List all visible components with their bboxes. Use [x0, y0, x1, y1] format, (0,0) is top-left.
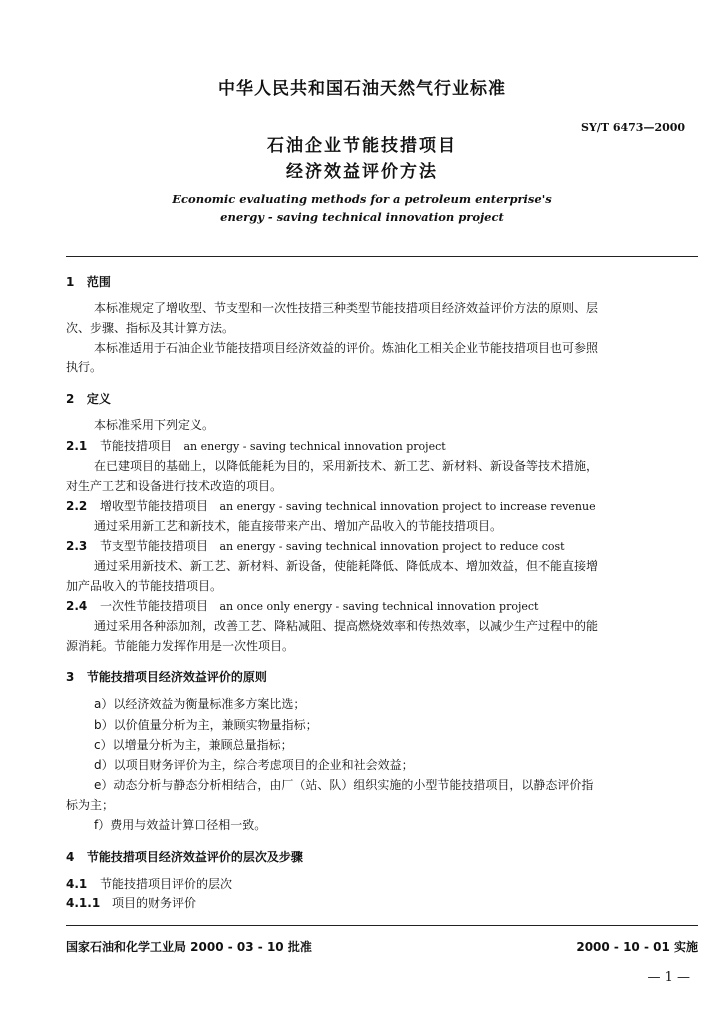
page-number: — 1 —: [647, 970, 690, 985]
section-title: 范围: [86, 275, 111, 289]
definition-2-3-heading: [66, 537, 565, 556]
document-title-en-line2: energy - saving technical innovation project: [220, 210, 504, 224]
paragraph-line: 本标准规定了增收型、节支型和一次性技措三种类型节能技措项目经济效益评价方法的原则、层: [94, 301, 599, 315]
section-4-heading: [66, 848, 303, 865]
standard-body-title: 中华人民共和国石油天然气行业标准: [218, 79, 506, 99]
list-item-continuation: 标为主；: [66, 798, 115, 812]
effective-date: 2000 - 10 - 01 实施: [576, 940, 698, 954]
list-item: d）以项目财务评价为主，综合考虑项目的企业和社会效益；: [94, 758, 414, 772]
section-2-heading: [66, 390, 111, 407]
paragraph-line: 本标准适用于石油企业节能技措项目经济效益的评价。炼油化工相关企业节能技措项目也可参照: [94, 341, 599, 355]
paragraph-line: 在已建项目的基础上，以降低能耗为目的，采用新技术、新工艺、新材料、新设备等技术措施，: [94, 459, 599, 473]
paragraph-line: 执行。: [66, 360, 103, 374]
approval-date: 国家石油和化学工业局 2000 - 03 - 10 批准: [66, 940, 312, 954]
list-item: c）以增量分析为主，兼顾总量指标；: [94, 738, 293, 752]
standard-code: SY/T 6473—2000: [581, 121, 686, 134]
subsection-4-1-heading: [66, 875, 232, 894]
header-divider: [66, 256, 698, 257]
paragraph-line: 通过采用各种添加剂，改善工艺、降粘减阻、提高燃烧效率和传热效率，以减少生产过程中的能: [94, 619, 599, 633]
section-number: 2: [66, 392, 75, 406]
clause-number: 4.1: [66, 877, 88, 891]
definition-2-1-heading: [66, 437, 446, 456]
list-item: e）动态分析与静态分析相结合，由厂（站、队）组织实施的小型节能技措项目，以静态评价指: [94, 778, 594, 792]
footer-divider: [66, 925, 698, 926]
term-en: an once only energy - saving technical innovation project: [219, 600, 539, 613]
definition-2-2-heading: [66, 497, 596, 516]
paragraph-line: 通过采用新技术、新工艺、新材料、新设备，使能耗降低、降低成本、增加效益，但不能直接增: [94, 559, 599, 573]
term-cn: 增收型节能技措项目: [100, 499, 209, 513]
section-number: 3: [66, 670, 75, 684]
subsection-title: 节能技措项目评价的层次: [100, 877, 233, 891]
section-3-heading: [66, 668, 267, 685]
clause-number: 2.4: [66, 599, 88, 613]
paragraph-line: 加产品收入的节能技措项目。: [66, 579, 223, 593]
term-en: an energy - saving technical innovation project to increase revenue: [219, 500, 596, 513]
subsection-title: 项目的财务评价: [112, 896, 197, 910]
section-number: 1: [66, 275, 75, 289]
section-number: 4: [66, 850, 75, 864]
term-en: an energy - saving technical innovation project: [183, 440, 446, 453]
document-title-en-line1: Economic evaluating methods for a petroleum enterprise's: [172, 192, 552, 206]
section-title: 节能技措项目经济效益评价的层次及步骤: [86, 850, 303, 864]
term-cn: 节能技措项目: [100, 439, 173, 453]
section-title: 节能技措项目经济效益评价的原则: [86, 670, 267, 684]
list-item: b）以价值量分析为主，兼顾实物量指标；: [94, 718, 318, 732]
list-item: f）费用与效益计算口径相一致。: [94, 818, 267, 832]
section-1-heading: [66, 273, 111, 290]
definition-2-4-heading: [66, 597, 538, 616]
paragraph-line: 对生产工艺和设备进行技术改造的项目。: [66, 479, 283, 493]
clause-number: 2.2: [66, 499, 88, 513]
subsection-4-1-1-heading: [66, 894, 196, 913]
paragraph-line: 通过采用新工艺和新技术，能直接带来产出、增加产品收入的节能技措项目。: [94, 519, 503, 533]
document-title-cn-line1: 石油企业节能技措项目: [267, 136, 457, 156]
clause-number: 2.3: [66, 539, 88, 553]
term-en: an energy - saving technical innovation project to reduce cost: [219, 540, 565, 553]
paragraph-line: 本标准采用下列定义。: [94, 418, 215, 432]
list-item: a）以经济效益为衡量标准多方案比选；: [94, 697, 306, 711]
paragraph-line: 源消耗。节能能力发挥作用是一次性项目。: [66, 639, 295, 653]
document-title-cn-line2: 经济效益评价方法: [286, 162, 438, 182]
clause-number: 2.1: [66, 439, 88, 453]
term-cn: 节支型节能技措项目: [100, 539, 209, 553]
paragraph-line: 次、步骤、指标及其计算方法。: [66, 321, 235, 335]
clause-number: 4.1.1: [66, 896, 101, 910]
section-title: 定义: [86, 392, 111, 406]
term-cn: 一次性节能技措项目: [100, 599, 209, 613]
